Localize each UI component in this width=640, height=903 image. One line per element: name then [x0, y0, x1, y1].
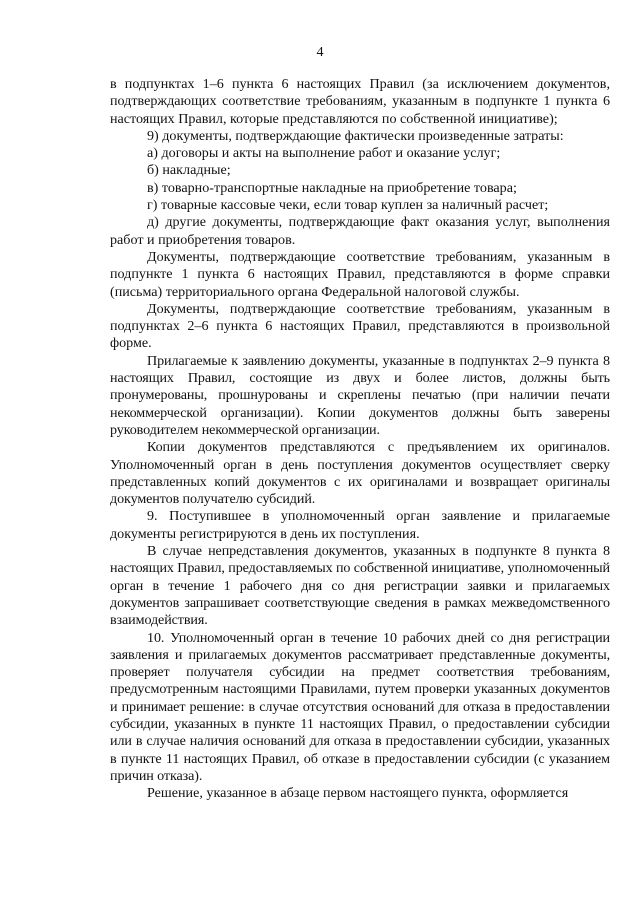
- paragraph: Прилагаемые к заявлению документы, указанные в подпунктах 2–9 пункта 8 настоящих Правил, состоящие из двух и более листов, должны быть пронумерованы, прошнурованы и скреплены печатью (при наличии печати некоммерческой организации). Копии документов должны быть заверены руководителем некоммерческой организации.: [110, 352, 610, 438]
- page-number: 4: [316, 44, 324, 60]
- paragraph: Документы, подтверждающие соответствие требованиям, указанным в подпункте 1 пункта 6 настоящих Правил, представляются в форме справки (письма) территориального органа Федеральной налоговой службы.: [110, 248, 610, 300]
- paragraph: Решение, указанное в абзаце первом настоящего пункта, оформляется: [147, 785, 569, 802]
- list-item: г) товарные кассовые чеки, если товар куплен за наличный расчет;: [147, 197, 549, 214]
- paragraph: Копии документов представляются с предъявлением их оригиналов. Уполномоченный орган в день поступления документов осуществляет сверку представленных копий документов с их оригиналами и возвращает оригиналы документов получателю субсидий.: [110, 439, 610, 508]
- paragraph: Документы, подтверждающие соответствие требованиям, указанным в подпунктах 2–6 пункта 6 настоящих Правил, представляются в произвольной форме.: [110, 300, 610, 352]
- paragraph: 9) документы, подтверждающие фактически произведенные затраты:: [147, 127, 564, 144]
- list-item: б) накладные;: [147, 162, 231, 179]
- document-body: [110, 76, 610, 802]
- paragraph: 9. Поступившее в уполномоченный орган заявление и прилагаемые документы регистрируются в день их поступления.: [110, 508, 610, 542]
- paragraph: В случае непредставления документов, указанных в подпункте 8 пункта 8 настоящих Правил, предоставляемых по собственной инициативе, уполномоченный орган в течение 1 рабочего дня со дня регистрации заявки и прилагаемых документов запрашивает соответствующие сведения в рамках межведомственного взаимодействия.: [110, 543, 610, 629]
- list-item: а) договоры и акты на выполнение работ и оказание услуг;: [147, 145, 501, 162]
- paragraph: 10. Уполномоченный орган в течение 10 рабочих дней со дня регистрации заявления и прилагаемых документов рассматривает представленные документы, проверяет получателя субсидии на предмет соответствия требованиям, предусмотренным настоящими Правилами, путем проверки указанных документов и принимает решение: в случае отсутствия оснований для отказа в предоставлении субсидии, указанных в пункте 11 настоящих Правил, о предоставлении субсидии или в случае наличия оснований для отказа в предоставлении субсидии, указанных в пункте 11 настоящих Правил, об отказе в предоставлении субсидии (с указанием причин отказа).: [110, 629, 610, 784]
- list-item: в) товарно-транспортные накладные на приобретение товара;: [147, 179, 517, 196]
- list-item: д) другие документы, подтверждающие факт оказания услуг, выполнения работ и приобретения товаров.: [110, 214, 610, 248]
- paragraph: в подпунктах 1–6 пункта 6 настоящих Правил (за исключением документов, подтверждающих соответствие требованиям, указанным в подпункте 1 пункта 6 настоящих Правил, которые представляются по собственной инициативе);: [110, 76, 610, 127]
